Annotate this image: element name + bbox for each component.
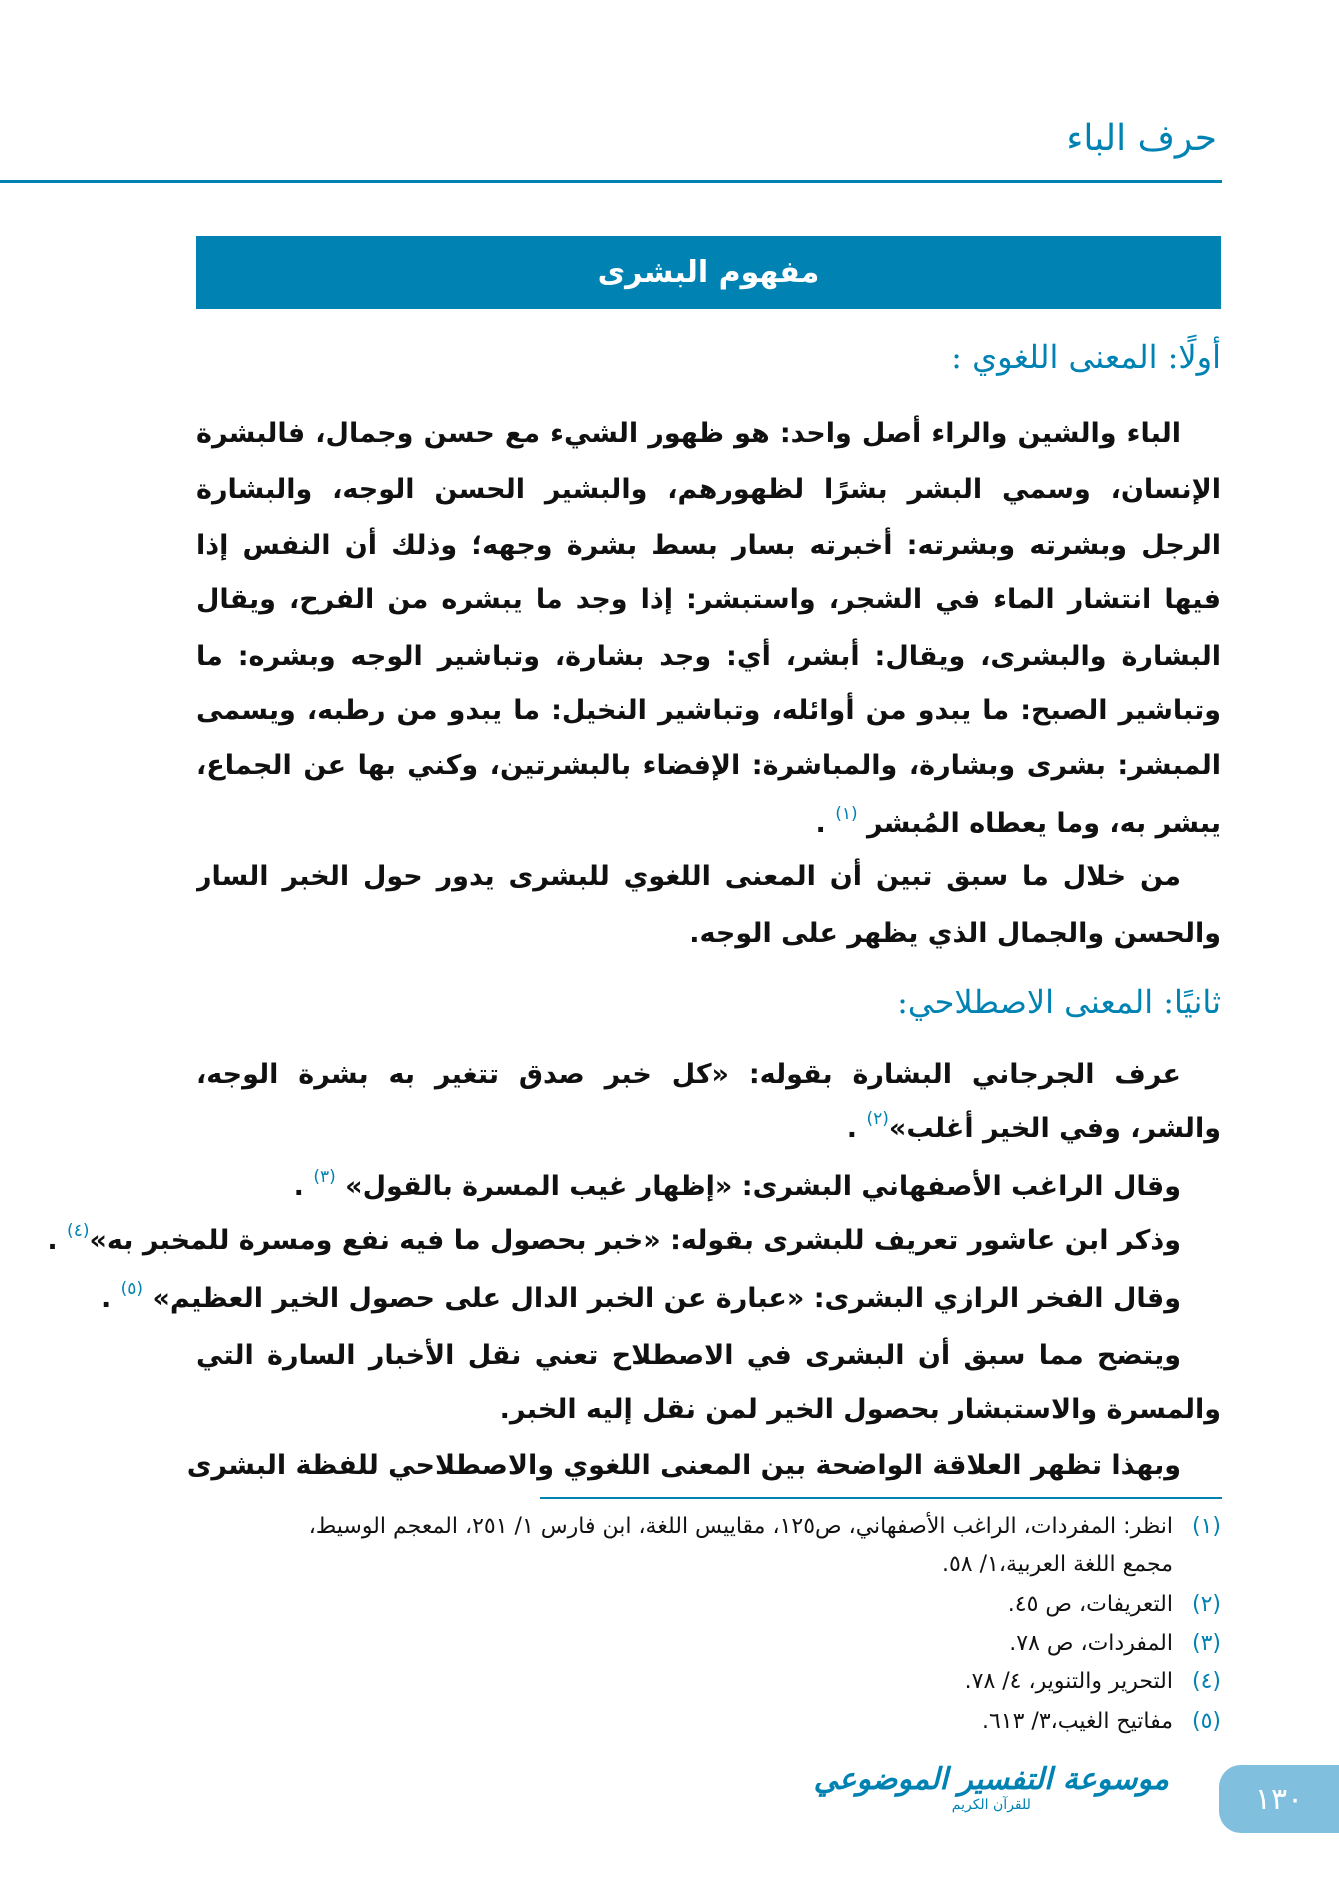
footnote-number: (٣): [1191, 1631, 1221, 1656]
body-text: وذكر ابن عاشور تعريف للبشرى بقوله: «خبر بحصول ما فيه نفع ومسرة للمخبر به»: [89, 1225, 1181, 1256]
footnote-text: المفردات، ص ٧٨.: [1009, 1631, 1173, 1656]
footnote-text: التحرير والتنوير، ٤/ ٧٨.: [964, 1669, 1173, 1694]
body-line: الإنسان، وسمي البشر بشرًا لظهورهم، والبشير الحسن الوجه، والبشارة: [196, 474, 1221, 505]
page-title: مفهوم البشرى: [597, 255, 820, 290]
footnote: [196, 1512, 1221, 1542]
body-line: يبشر به، وما يعطاه المُبشر $^{(١)}$ .: [815, 804, 1221, 839]
body-line: من خلال ما سبق تبين أن المعنى اللغوي للبشرى يدور حول الخبر السار: [196, 861, 1181, 892]
logo-title: موسوعة التفسير الموضوعي: [813, 1762, 1169, 1797]
body-text: يبشر به، وما يعطاه المُبشر: [867, 808, 1221, 839]
footnote: [196, 1707, 1221, 1737]
body-text: وقال الفخر الرازي البشرى: «عبارة عن الخبر الدال على حصول الخير العظيم»: [152, 1283, 1181, 1314]
footnote-ref[interactable]: (٣): [313, 1167, 336, 1187]
section-heading-terminological: ثانيًا: المعنى الاصطلاحي:: [897, 983, 1221, 1021]
footnote-ref[interactable]: (٤): [67, 1221, 90, 1241]
body-text: وقال الراغب الأصفهاني البشرى: «إظهار غيب المسرة بالقول»: [345, 1171, 1181, 1202]
logo-subtitle: للقرآن الكريم: [951, 1797, 1031, 1813]
footnote-number: (٥): [1191, 1709, 1221, 1734]
body-line: الباء والشين والراء أصل واحد: هو ظهور الشيء مع حسن وجمال، فالبشرة: [196, 418, 1181, 449]
header-rule: [0, 180, 1222, 183]
footnote-continuation: مجمع اللغة العربية،١/ ٥٨.: [941, 1552, 1173, 1577]
title-banner: [196, 236, 1221, 309]
footnote-ref[interactable]: (١): [835, 804, 858, 824]
encyclopedia-logo: [814, 1762, 1169, 1813]
body-line: المبشر: بشرى وبشارة، والمباشرة: الإفضاء بالبشرتين، وكني بها عن الجماع،: [196, 750, 1221, 781]
body-text: والشر، وفي الخير أغلب»: [888, 1113, 1221, 1144]
body-line: وقال الفخر الرازي البشرى: «عبارة عن الخبر الدال على حصول الخير العظيم» $^{(٥)}$ .: [100, 1279, 1181, 1314]
body-line: ويتضح مما سبق أن البشرى في الاصطلاح تعني نقل الأخبار السارة التي: [196, 1340, 1181, 1371]
footnote-text: مفاتيح الغيب،٣/ ٦١٣.: [981, 1709, 1173, 1734]
body-line: البشارة والبشرى، ويقال: أبشر، أي: وجد بشارة، وتباشير الوجه وبشره: ما: [196, 641, 1221, 672]
footnote: [196, 1629, 1221, 1659]
footnote-ref[interactable]: (٢): [866, 1109, 889, 1129]
body-line: والحسن والجمال الذي يظهر على الوجه.: [689, 918, 1221, 949]
body-line: عرف الجرجاني البشارة بقوله: «كل خبر صدق تتغير به بشرة الوجه،: [196, 1059, 1181, 1090]
footnote-number: (٢): [1191, 1592, 1221, 1617]
footnote-number: (٤): [1191, 1669, 1221, 1694]
body-line: وتباشير الصبح: ما يبدو من أوائله، وتباشير النخيل: ما يبدو من رطبه، ويسمى: [196, 695, 1221, 726]
footnote: [196, 1667, 1221, 1697]
body-line: وبهذا تظهر العلاقة الواضحة بين المعنى اللغوي والاصطلاحي للفظة البشرى: [186, 1450, 1181, 1481]
footnote-text: انظر: المفردات، الراغب الأصفهاني، ص١٢٥، مقاييس اللغة، ابن فارس ١/ ٢٥١، المعجم الوسيط،: [308, 1514, 1173, 1539]
running-head: حرف الباء: [1066, 118, 1217, 159]
footnote-rule: [540, 1497, 1222, 1499]
footnote-ref[interactable]: (٥): [120, 1279, 144, 1299]
body-line: فيها انتشار الماء في الشجر، واستبشر: إذا وجد ما يبشره من الفرح، ويقال: [196, 584, 1221, 615]
body-line: والشر، وفي الخير أغلب»$^{(٢)}$ .: [846, 1109, 1221, 1144]
body-line: وقال الراغب الأصفهاني البشرى: «إظهار غيب المسرة بالقول» $^{(٣)}$ .: [293, 1167, 1181, 1202]
section-heading-linguistic: أولًا: المعنى اللغوي :: [951, 338, 1221, 376]
footnote-text: التعريفات، ص ٤٥.: [1007, 1592, 1173, 1617]
footnote: [196, 1590, 1221, 1620]
footnote-number: (١): [1191, 1514, 1221, 1539]
page-number: ١٣٠: [1219, 1765, 1339, 1833]
body-line: الرجل وبشرته وبشرته: أخبرته بسار بسط بشرة وجهه؛ وذلك أن النفس إذا: [196, 530, 1221, 561]
body-line: وذكر ابن عاشور تعريف للبشرى بقوله: «خبر بحصول ما فيه نفع ومسرة للمخبر به»$^{(٤)}$ .: [47, 1221, 1181, 1256]
body-line: والمسرة والاستبشار بحصول الخير لمن نقل إليه الخبر.: [499, 1394, 1221, 1425]
